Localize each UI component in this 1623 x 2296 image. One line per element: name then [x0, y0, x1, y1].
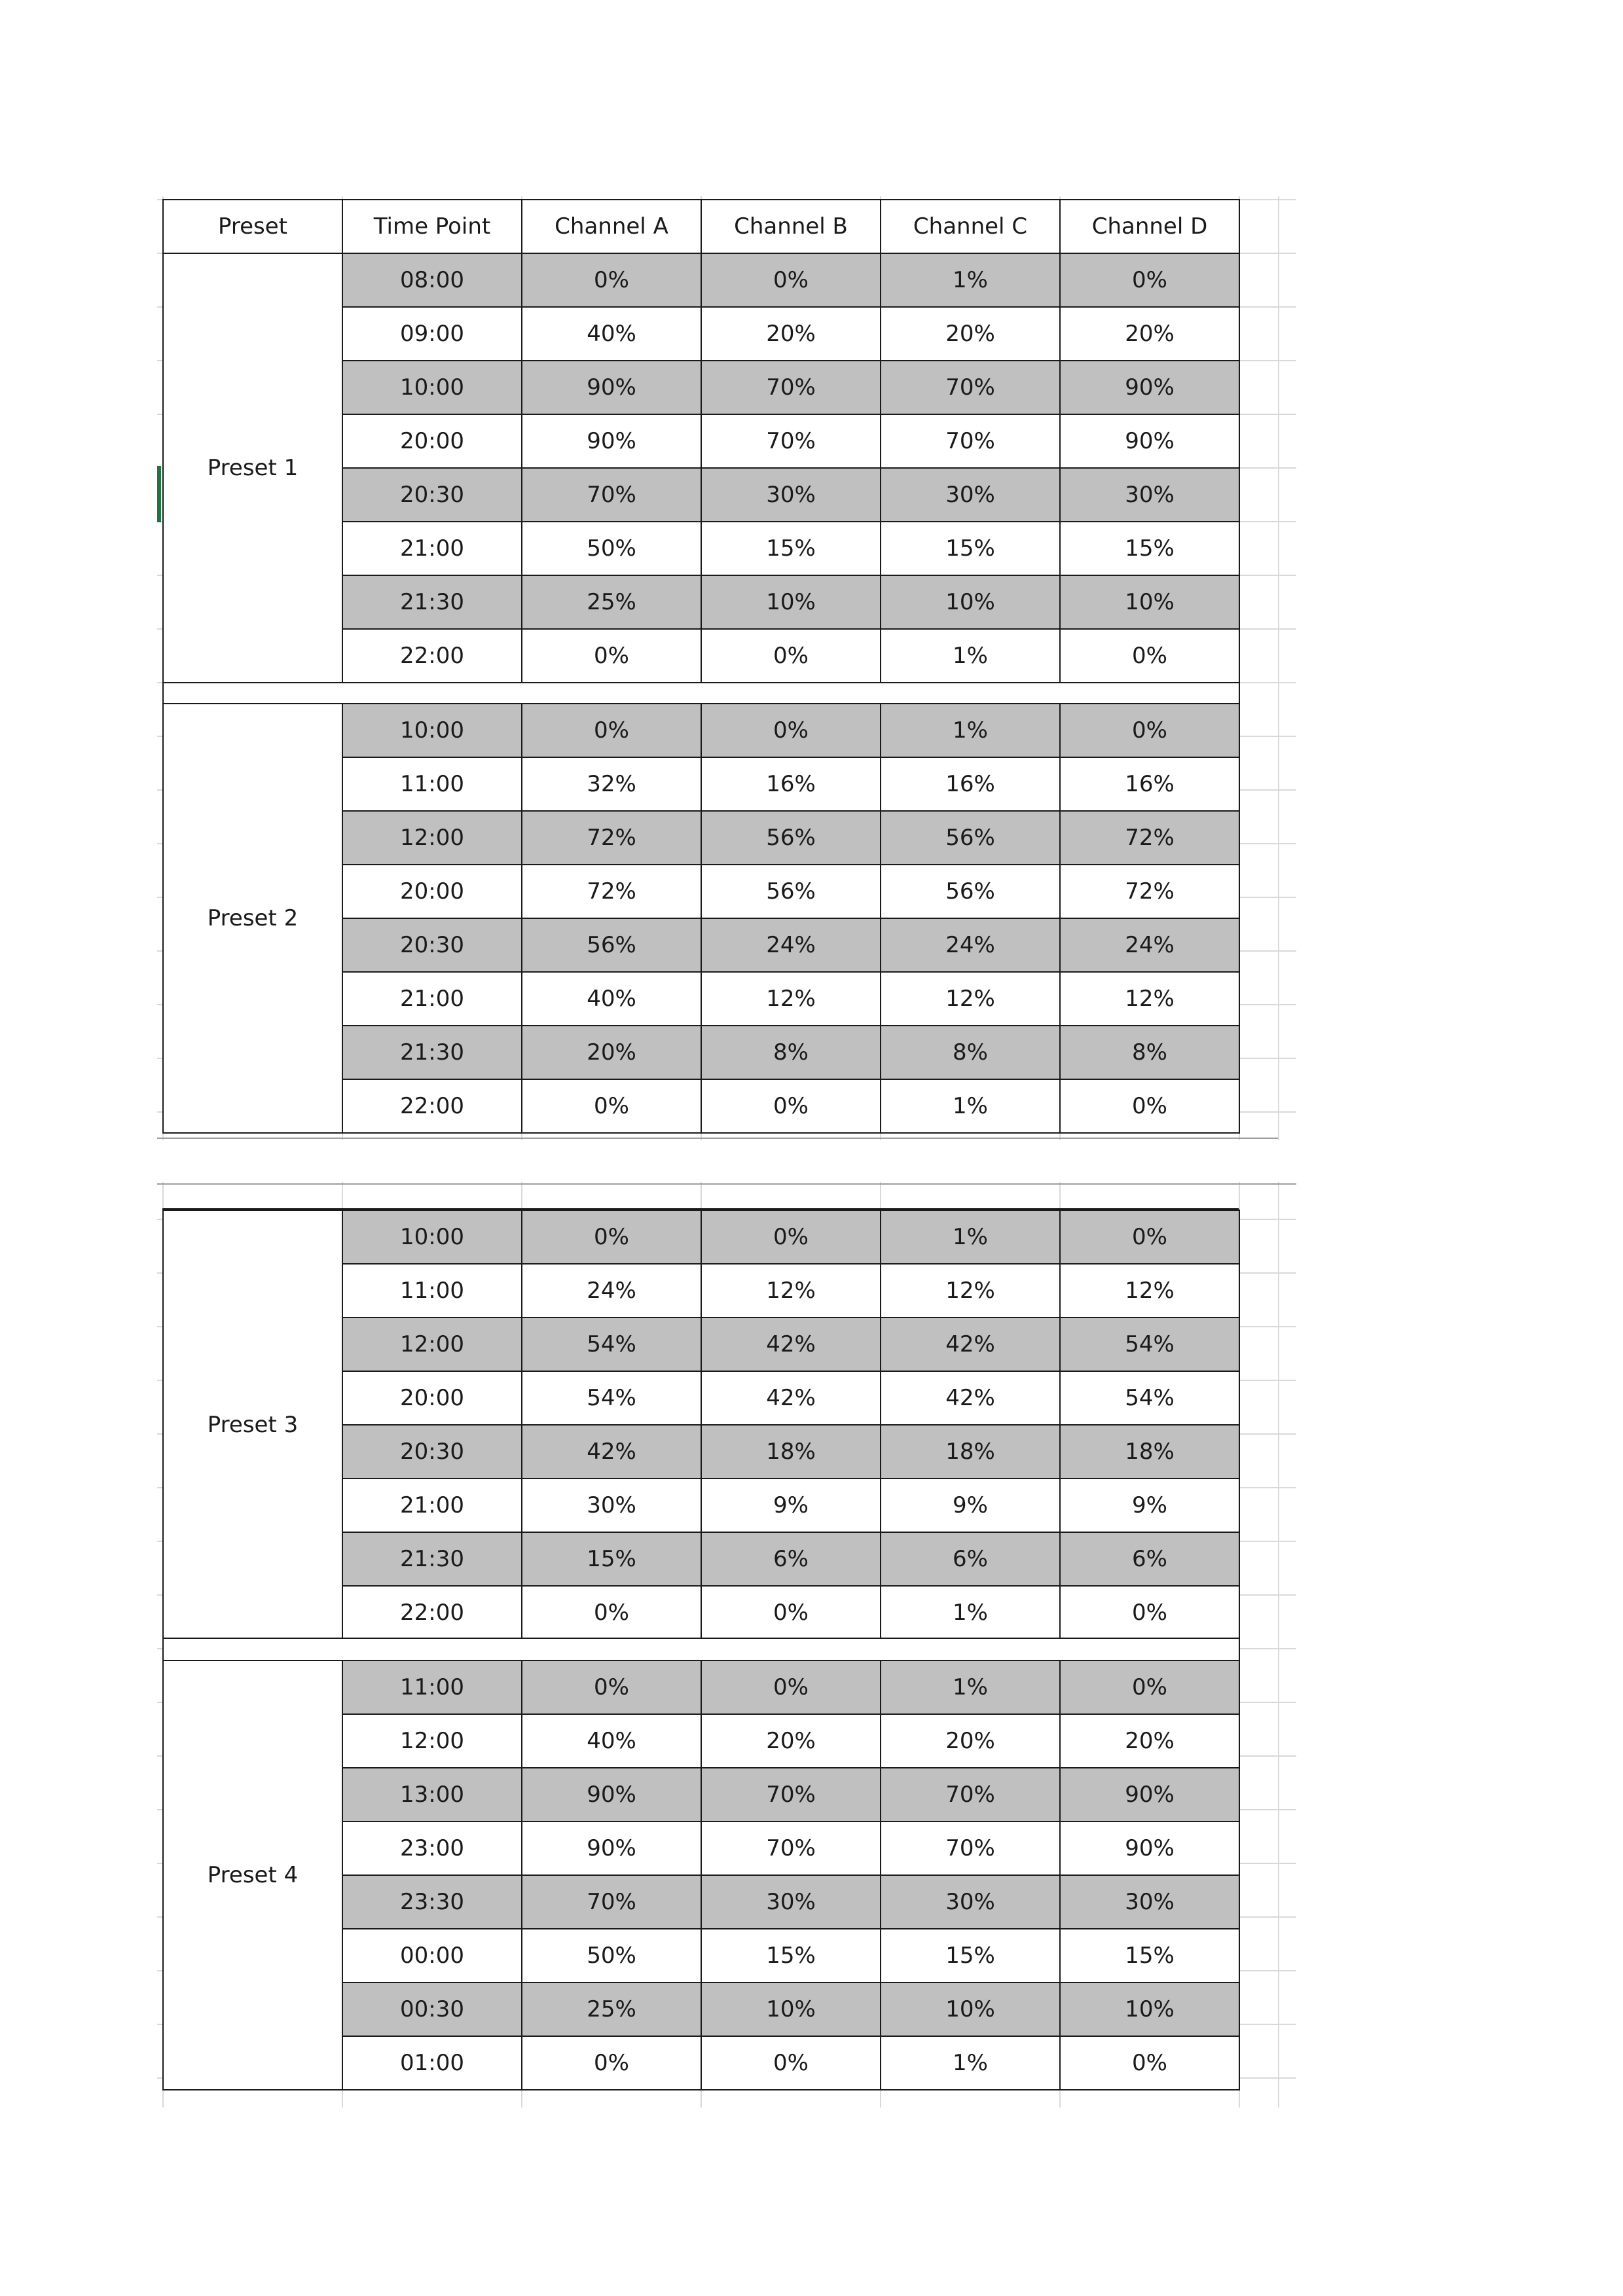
- time-point-cell[interactable]: 22:00: [342, 1585, 522, 1640]
- channel-value-cell[interactable]: 8%: [1059, 1025, 1240, 1080]
- column-header[interactable]: Time Point: [342, 199, 522, 254]
- channel-value-cell[interactable]: 10%: [880, 1982, 1061, 2037]
- channel-value-cell[interactable]: 0%: [521, 703, 702, 758]
- time-point-cell[interactable]: 13:00: [342, 1767, 522, 1822]
- channel-value-cell[interactable]: 15%: [880, 1928, 1061, 1983]
- channel-value-cell[interactable]: 0%: [701, 253, 881, 308]
- time-point-cell[interactable]: 20:00: [342, 414, 522, 469]
- channel-value-cell[interactable]: 30%: [1059, 1874, 1240, 1929]
- channel-value-cell[interactable]: 30%: [521, 1478, 702, 1533]
- spacer-row: [162, 682, 1240, 704]
- page-break-line: [157, 1183, 1296, 1185]
- time-point-cell[interactable]: 23:00: [342, 1821, 522, 1876]
- column-header[interactable]: Channel C: [880, 199, 1061, 254]
- channel-value-cell[interactable]: 12%: [880, 1263, 1061, 1318]
- channel-value-cell[interactable]: 1%: [880, 703, 1061, 758]
- channel-value-cell[interactable]: 70%: [701, 360, 881, 415]
- time-point-cell[interactable]: 20:00: [342, 864, 522, 919]
- channel-value-cell[interactable]: 0%: [521, 1079, 702, 1134]
- channel-value-cell[interactable]: 54%: [521, 1371, 702, 1426]
- time-point-cell[interactable]: 21:00: [342, 521, 522, 576]
- channel-value-cell[interactable]: 54%: [521, 1317, 702, 1372]
- channel-value-cell[interactable]: 16%: [880, 757, 1061, 812]
- channel-value-cell[interactable]: 0%: [701, 703, 881, 758]
- channel-value-cell[interactable]: 30%: [701, 467, 881, 522]
- channel-value-cell[interactable]: 70%: [880, 1821, 1061, 1876]
- channel-value-cell[interactable]: 1%: [880, 628, 1061, 683]
- channel-value-cell[interactable]: 12%: [701, 971, 881, 1026]
- channel-value-cell[interactable]: 90%: [1059, 1767, 1240, 1822]
- channel-value-cell[interactable]: 0%: [701, 1585, 881, 1640]
- channel-value-cell[interactable]: 72%: [1059, 810, 1240, 865]
- channel-value-cell[interactable]: 12%: [1059, 971, 1240, 1026]
- channel-value-cell[interactable]: 24%: [521, 1263, 702, 1318]
- channel-value-cell[interactable]: 40%: [521, 1713, 702, 1768]
- time-point-cell[interactable]: 22:00: [342, 628, 522, 683]
- channel-value-cell[interactable]: 0%: [521, 1660, 702, 1715]
- channel-value-cell[interactable]: 40%: [521, 306, 702, 361]
- time-point-cell[interactable]: 20:00: [342, 1371, 522, 1426]
- channel-value-cell[interactable]: 9%: [880, 1478, 1061, 1533]
- channel-value-cell[interactable]: 0%: [1059, 703, 1240, 758]
- time-point-cell[interactable]: 12:00: [342, 1713, 522, 1768]
- channel-value-cell[interactable]: 15%: [701, 1928, 881, 1983]
- time-point-cell[interactable]: 09:00: [342, 306, 522, 361]
- time-point-cell[interactable]: 20:30: [342, 918, 522, 973]
- preset-label-cell[interactable]: Preset 2: [162, 703, 343, 1134]
- channel-value-cell[interactable]: 54%: [1059, 1317, 1240, 1372]
- channel-value-cell[interactable]: 70%: [701, 1767, 881, 1822]
- channel-value-cell[interactable]: 30%: [880, 1874, 1061, 1929]
- channel-value-cell[interactable]: 10%: [701, 575, 881, 630]
- spacer-row: [162, 1638, 1240, 1661]
- channel-value-cell[interactable]: 8%: [880, 1025, 1061, 1080]
- time-point-cell[interactable]: 12:00: [342, 810, 522, 865]
- time-point-cell[interactable]: 01:00: [342, 2036, 522, 2090]
- channel-value-cell[interactable]: 6%: [1059, 1532, 1240, 1587]
- channel-value-cell[interactable]: 0%: [1059, 1660, 1240, 1715]
- channel-value-cell[interactable]: 42%: [701, 1317, 881, 1372]
- time-point-cell[interactable]: 21:00: [342, 971, 522, 1026]
- channel-value-cell[interactable]: 1%: [880, 253, 1061, 308]
- channel-value-cell[interactable]: 0%: [1059, 628, 1240, 683]
- channel-value-cell[interactable]: 20%: [701, 306, 881, 361]
- channel-value-cell[interactable]: 1%: [880, 1210, 1061, 1265]
- channel-value-cell[interactable]: 90%: [1059, 1821, 1240, 1876]
- channel-value-cell[interactable]: 12%: [701, 1263, 881, 1318]
- time-point-cell[interactable]: 11:00: [342, 1660, 522, 1715]
- time-point-cell[interactable]: 00:00: [342, 1928, 522, 1983]
- channel-value-cell[interactable]: 54%: [1059, 1371, 1240, 1426]
- channel-value-cell[interactable]: 25%: [521, 1982, 702, 2037]
- time-point-cell[interactable]: 00:30: [342, 1982, 522, 2037]
- channel-value-cell[interactable]: 0%: [1059, 1079, 1240, 1134]
- preset-label-cell[interactable]: Preset 1: [162, 253, 343, 683]
- channel-value-cell[interactable]: 10%: [1059, 575, 1240, 630]
- channel-value-cell[interactable]: 70%: [701, 1821, 881, 1876]
- channel-value-cell[interactable]: 24%: [880, 918, 1061, 973]
- channel-value-cell[interactable]: 20%: [701, 1713, 881, 1768]
- channel-value-cell[interactable]: 0%: [521, 2036, 702, 2090]
- channel-value-cell[interactable]: 6%: [701, 1532, 881, 1587]
- channel-value-cell[interactable]: 90%: [1059, 360, 1240, 415]
- channel-value-cell[interactable]: 90%: [521, 414, 702, 469]
- channel-value-cell[interactable]: 6%: [880, 1532, 1061, 1587]
- channel-value-cell[interactable]: 20%: [880, 1713, 1061, 1768]
- channel-value-cell[interactable]: 90%: [521, 360, 702, 415]
- channel-value-cell[interactable]: 24%: [1059, 918, 1240, 973]
- channel-value-cell[interactable]: 30%: [701, 1874, 881, 1929]
- channel-value-cell[interactable]: 32%: [521, 757, 702, 812]
- channel-value-cell[interactable]: 9%: [1059, 1478, 1240, 1533]
- channel-value-cell[interactable]: 15%: [521, 1532, 702, 1587]
- time-point-cell[interactable]: 08:00: [342, 253, 522, 308]
- block-border: [162, 1208, 1239, 1210]
- channel-value-cell[interactable]: 0%: [1059, 2036, 1240, 2090]
- channel-value-cell[interactable]: 1%: [880, 1079, 1061, 1134]
- channel-value-cell[interactable]: 18%: [880, 1424, 1061, 1479]
- channel-value-cell[interactable]: 10%: [701, 1982, 881, 2037]
- channel-value-cell[interactable]: 12%: [880, 971, 1061, 1026]
- channel-value-cell[interactable]: 0%: [701, 2036, 881, 2090]
- channel-value-cell[interactable]: 56%: [880, 810, 1061, 865]
- channel-value-cell[interactable]: 90%: [521, 1767, 702, 1822]
- time-point-cell[interactable]: 11:00: [342, 1263, 522, 1318]
- channel-value-cell[interactable]: 1%: [880, 2036, 1061, 2090]
- channel-value-cell[interactable]: 0%: [521, 1210, 702, 1265]
- channel-value-cell[interactable]: 70%: [701, 414, 881, 469]
- channel-value-cell[interactable]: 56%: [521, 918, 702, 973]
- channel-value-cell[interactable]: 1%: [880, 1660, 1061, 1715]
- channel-value-cell[interactable]: 10%: [1059, 1982, 1240, 2037]
- page-break-line: [157, 1138, 1278, 1139]
- channel-value-cell[interactable]: 20%: [880, 306, 1061, 361]
- column-header[interactable]: Channel D: [1059, 199, 1240, 254]
- active-cell-marker: [157, 466, 161, 522]
- channel-value-cell[interactable]: 50%: [521, 521, 702, 576]
- channel-value-cell[interactable]: 18%: [701, 1424, 881, 1479]
- time-point-cell[interactable]: 11:00: [342, 757, 522, 812]
- time-point-cell[interactable]: 23:30: [342, 1874, 522, 1929]
- time-point-cell[interactable]: 20:30: [342, 467, 522, 522]
- channel-value-cell[interactable]: 16%: [1059, 757, 1240, 812]
- channel-value-cell[interactable]: 1%: [880, 1585, 1061, 1640]
- channel-value-cell[interactable]: 15%: [1059, 1928, 1240, 1983]
- channel-value-cell[interactable]: 90%: [1059, 414, 1240, 469]
- channel-value-cell[interactable]: 18%: [1059, 1424, 1240, 1479]
- channel-value-cell[interactable]: 10%: [880, 575, 1061, 630]
- channel-value-cell[interactable]: 70%: [521, 467, 702, 522]
- channel-value-cell[interactable]: 70%: [880, 360, 1061, 415]
- channel-value-cell[interactable]: 70%: [521, 1874, 702, 1929]
- channel-value-cell[interactable]: 15%: [880, 521, 1061, 576]
- time-point-cell[interactable]: 21:00: [342, 1478, 522, 1533]
- channel-value-cell[interactable]: 0%: [1059, 253, 1240, 308]
- channel-value-cell[interactable]: 42%: [701, 1371, 881, 1426]
- channel-value-cell[interactable]: 30%: [1059, 467, 1240, 522]
- time-point-cell[interactable]: 22:00: [342, 1079, 522, 1134]
- time-point-cell[interactable]: 10:00: [342, 360, 522, 415]
- channel-value-cell[interactable]: 0%: [1059, 1585, 1240, 1640]
- time-point-cell[interactable]: 21:30: [342, 1025, 522, 1080]
- time-point-cell[interactable]: 21:30: [342, 1532, 522, 1587]
- channel-value-cell[interactable]: 20%: [1059, 1713, 1240, 1768]
- channel-value-cell[interactable]: 56%: [701, 810, 881, 865]
- channel-value-cell[interactable]: 56%: [880, 864, 1061, 919]
- preset-label-cell[interactable]: Preset 3: [162, 1210, 343, 1640]
- channel-value-cell[interactable]: 42%: [880, 1317, 1061, 1372]
- time-point-cell[interactable]: 12:00: [342, 1317, 522, 1372]
- channel-value-cell[interactable]: 42%: [521, 1424, 702, 1479]
- channel-value-cell[interactable]: 15%: [701, 521, 881, 576]
- column-header[interactable]: Channel A: [521, 199, 702, 254]
- preset-label-cell[interactable]: Preset 4: [162, 1660, 343, 2090]
- column-header[interactable]: Channel B: [701, 199, 881, 254]
- channel-value-cell[interactable]: 0%: [521, 628, 702, 683]
- page-gap: [157, 1140, 1309, 1182]
- channel-value-cell[interactable]: 0%: [1059, 1210, 1240, 1265]
- channel-value-cell[interactable]: 0%: [521, 253, 702, 308]
- time-point-cell[interactable]: 10:00: [342, 703, 522, 758]
- channel-value-cell[interactable]: 0%: [701, 1660, 881, 1715]
- channel-value-cell[interactable]: 20%: [521, 1025, 702, 1080]
- channel-value-cell[interactable]: 15%: [1059, 521, 1240, 576]
- channel-value-cell[interactable]: 40%: [521, 971, 702, 1026]
- channel-value-cell[interactable]: 12%: [1059, 1263, 1240, 1318]
- channel-value-cell[interactable]: 0%: [701, 1079, 881, 1134]
- channel-value-cell[interactable]: 8%: [701, 1025, 881, 1080]
- channel-value-cell[interactable]: 16%: [701, 757, 881, 812]
- channel-value-cell[interactable]: 20%: [1059, 306, 1240, 361]
- channel-value-cell[interactable]: 72%: [521, 864, 702, 919]
- channel-value-cell[interactable]: 25%: [521, 575, 702, 630]
- channel-value-cell[interactable]: 70%: [880, 1767, 1061, 1822]
- channel-value-cell[interactable]: 72%: [1059, 864, 1240, 919]
- channel-value-cell[interactable]: 0%: [701, 1210, 881, 1265]
- column-header[interactable]: Preset: [162, 199, 343, 254]
- time-point-cell[interactable]: 20:30: [342, 1424, 522, 1479]
- channel-value-cell[interactable]: 72%: [521, 810, 702, 865]
- channel-value-cell[interactable]: 42%: [880, 1371, 1061, 1426]
- channel-value-cell[interactable]: 70%: [880, 414, 1061, 469]
- channel-value-cell[interactable]: 0%: [521, 1585, 702, 1640]
- time-point-cell[interactable]: 21:30: [342, 575, 522, 630]
- channel-value-cell[interactable]: 0%: [701, 628, 881, 683]
- channel-value-cell[interactable]: 56%: [701, 864, 881, 919]
- channel-value-cell[interactable]: 90%: [521, 1821, 702, 1876]
- time-point-cell[interactable]: 10:00: [342, 1210, 522, 1265]
- channel-value-cell[interactable]: 50%: [521, 1928, 702, 1983]
- channel-value-cell[interactable]: 9%: [701, 1478, 881, 1533]
- channel-value-cell[interactable]: 24%: [701, 918, 881, 973]
- channel-value-cell[interactable]: 30%: [880, 467, 1061, 522]
